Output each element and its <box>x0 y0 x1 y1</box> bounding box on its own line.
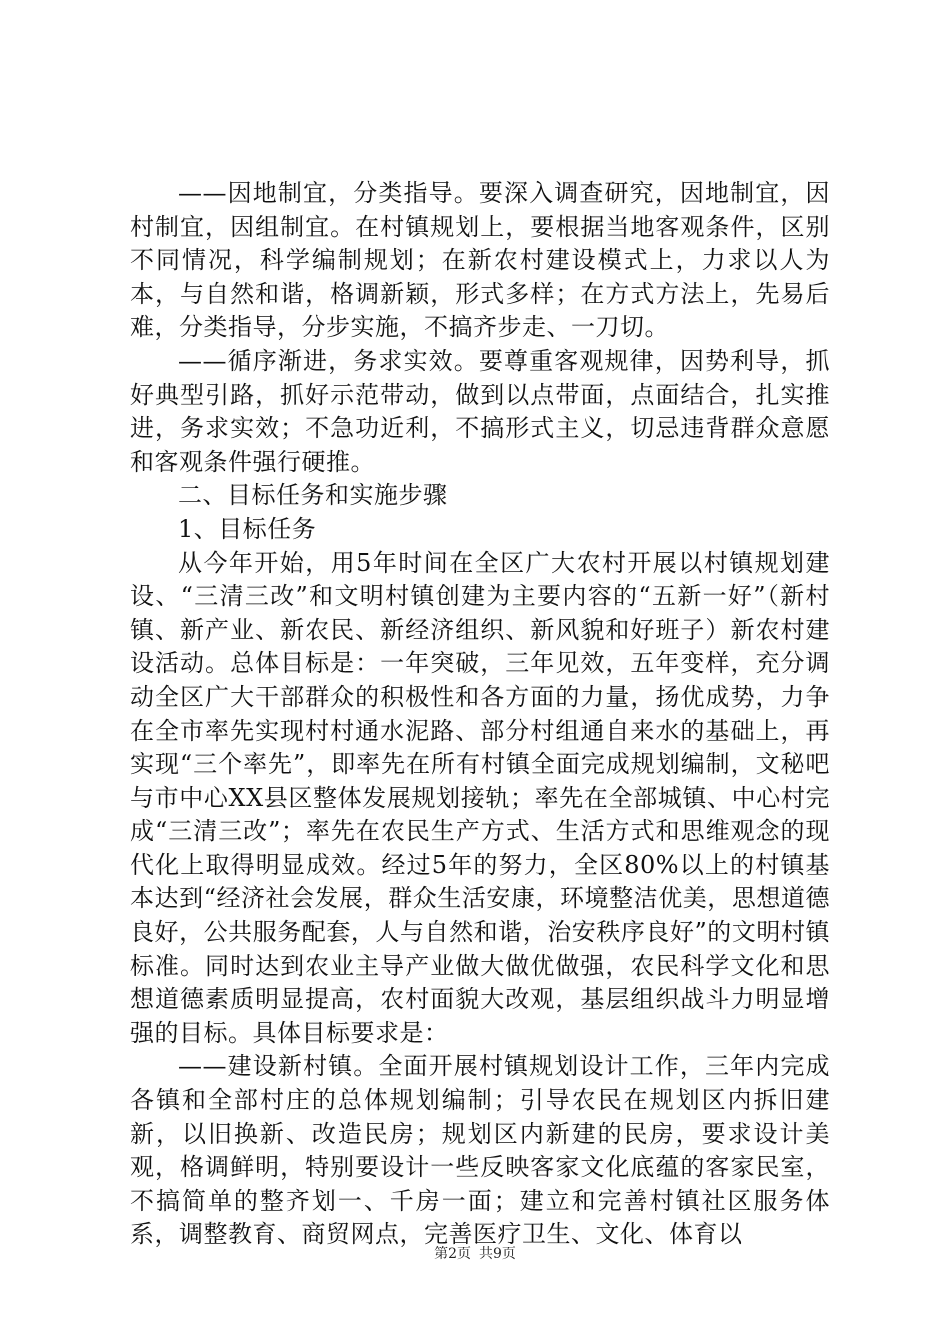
paragraph-principle-gradual: ——循序渐进，务求实效。要尊重客观规律，因势利导，抓好典型引路，抓好示范带动，做到以点带面，点面结合，扎实推进，务求实效；不急功近利，不搞形式主义，切忌违背群众意愿和客观条件强行硬推。 <box>130 346 830 476</box>
page-total: 共9页 <box>479 1246 516 1262</box>
paragraph-principle-local: ——因地制宜，分类指导。要深入调查研究，因地制宜，因村制宜，因组制宜。在村镇规划上，要根据当地客观条件，区别不同情况，科学编制规划；在新农村建设模式上，力求以人为本，与自然和谐，格调新颖，形式多样；在方式方法上，先易后难，分类指导，分步实施，不搞齐步走、一刀切。 <box>130 179 830 342</box>
paragraph-overall-goals: 从今年开始，用5年时间在全区广大农村开展以村镇规划建设、“三清三改”和文明村镇创建为主要内容的“五新一好”（新村镇、新产业、新农民、新经济组织、新风貌和好班子）新农村建设活动。总体目标是：一年突破，三年见效，五年变样，充分调动全区广大干部群众的积极性和各方面的力量，扬优成势，力争在全市率先实现村村通水泥路、部分村组通自来水的基础上，再实现“三个率先”，即率先在所有村镇全面完成规划编制，文秘吧与市中心XX县区整体发展规划接轨；率先在全部城镇、中心村完成“三清三改”；率先在农民生产方式、生活方式和思维观念的现代化上取得明显成效。经过5年的努力，全区80%以上的村镇基本达到“经济社会发展，群众生活安康，环境整洁优美，思想道德良好，公共服务配套，人与自然和谐，治安秩序良好”的文明村镇标准。同时达到农业主导产业做大做优做强，农民科学文化和思想道德素质明显提高，农村面貌大改观，基层组织战斗力明显增强的目标。具体目标要求是： <box>130 548 830 1047</box>
page-footer <box>0 1244 950 1264</box>
section-heading-goals: 二、目标任务和实施步骤 <box>178 481 448 510</box>
document-body <box>130 177 830 1252</box>
subsection-heading-targets: 1、目标任务 <box>178 514 317 543</box>
page-number: 第2页 <box>434 1246 471 1262</box>
paragraph-new-villages: ——建设新村镇。全面开展村镇规划设计工作，三年内完成各镇和全部村庄的总体规划编制；引导农民在规划区内拆旧建新，以旧换新、改造民房；规划区内新建的民房，要求设计美观，格调鲜明，特别要设计一些反映客家文化底蕴的客家民室，不搞简单的整齐划一、千房一面；建立和完善村镇社区服务体系，调整教育、商贸网点，完善医疗卫生、文化、体育以 <box>130 1052 830 1249</box>
